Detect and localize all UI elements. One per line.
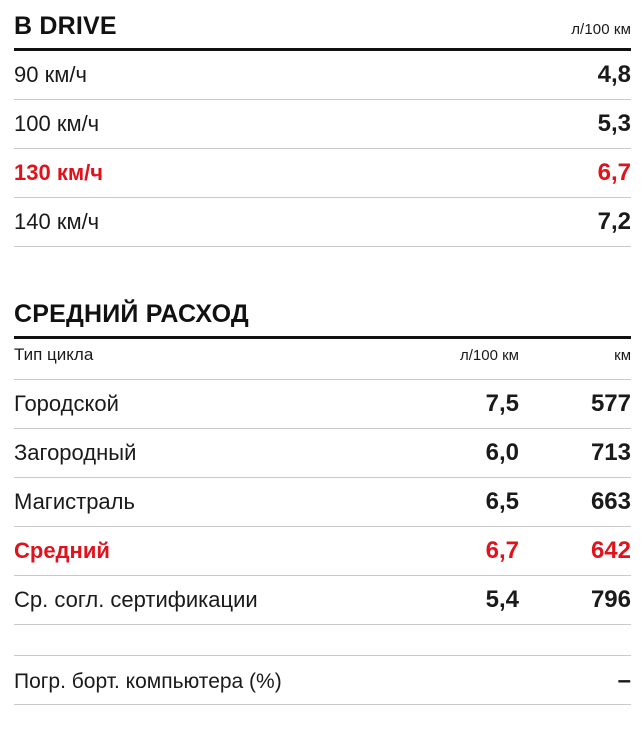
section-unit-label: л/100 км: [571, 21, 631, 38]
section-b-drive: [14, 14, 631, 247]
row-distance: 577: [590, 390, 631, 417]
table-row: [14, 198, 631, 246]
row-value: 5,3: [597, 110, 631, 137]
divider-thin: [14, 704, 631, 705]
table-row: [14, 429, 631, 477]
table-row: [14, 51, 631, 99]
row-label: 140 км/ч: [14, 209, 100, 234]
row-label: 130 км/ч: [14, 160, 103, 185]
row-distance: 796: [590, 586, 631, 613]
row-label: 100 км/ч: [14, 111, 100, 136]
table-row-highlighted: [14, 527, 631, 575]
row-distance: 713: [590, 439, 631, 466]
section-spacer: [14, 247, 631, 302]
table-row: [14, 576, 631, 624]
row-distance: 642: [590, 537, 631, 564]
row-value: 7,2: [597, 208, 631, 235]
table-row-highlighted: [14, 149, 631, 197]
table-row: [14, 380, 631, 428]
row-consumption: 6,0: [485, 439, 519, 466]
row-label: Загородный: [14, 440, 137, 465]
footer-label: Погр. борт. компьютера (%): [14, 670, 282, 693]
row-consumption: 7,5: [485, 390, 519, 417]
footer-row: [14, 656, 631, 704]
section-header: [14, 302, 631, 336]
row-label: Магистраль: [14, 489, 135, 514]
row-consumption: 5,4: [485, 586, 519, 613]
table-header-row: [14, 339, 631, 379]
table-row: [14, 100, 631, 148]
row-label: Ср. согл. сертификации: [14, 587, 258, 612]
section-onboard-computer-error: [14, 655, 631, 705]
table-row: [14, 478, 631, 526]
row-label: Городской: [14, 391, 119, 416]
column-header-name: Тип цикла: [14, 345, 94, 364]
row-label: 90 км/ч: [14, 62, 87, 87]
footer-value: –: [617, 667, 631, 694]
row-value: 4,8: [597, 61, 631, 88]
row-consumption: 6,7: [485, 537, 519, 564]
section-title: B DRIVE: [14, 12, 117, 40]
section-header: [14, 14, 631, 48]
row-consumption: 6,5: [485, 488, 519, 515]
footer-spacer: [14, 625, 631, 655]
section-average-consumption: [14, 302, 631, 625]
row-distance: 663: [590, 488, 631, 515]
column-header-consumption: л/100 км: [460, 347, 519, 364]
row-label: Средний: [14, 538, 110, 563]
row-value: 6,7: [597, 159, 631, 186]
section-title: СРЕДНИЙ РАСХОД: [14, 300, 249, 328]
column-header-distance: км: [614, 347, 631, 364]
